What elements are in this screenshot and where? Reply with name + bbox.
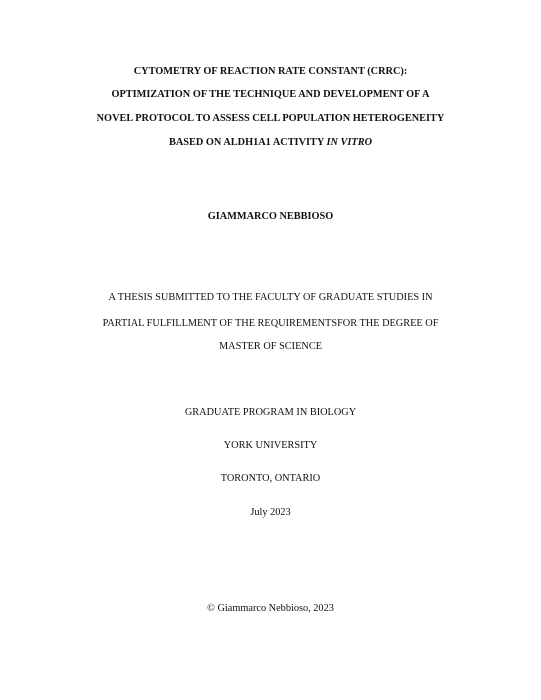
thesis-title-line-4-italic: IN VITRO <box>326 137 373 148</box>
thesis-title-line-2: OPTIMIZATION OF THE TECHNIQUE AND DEVELOPMENT OF A <box>111 89 430 100</box>
university-name: YORK UNIVERSITY <box>223 440 318 451</box>
copyright-notice: © Giammarco Nebbioso, 2023 <box>207 603 334 614</box>
thesis-title-line-1: CYTOMETRY OF REACTION RATE CONSTANT (CRRC): <box>133 66 408 77</box>
thesis-statement-line-1: A THESIS SUBMITTED TO THE FACULTY OF GRADUATE STUDIES IN <box>108 292 433 303</box>
author-name: GIAMMARCO NEBBIOSO <box>207 211 334 222</box>
location: TORONTO, ONTARIO <box>220 473 321 484</box>
thesis-statement-line-2: PARTIAL FULFILLMENT OF THE REQUIREMENTSFOR THE DEGREE OF <box>102 318 439 329</box>
thesis-title-line-4-main: BASED ON ALDH1A1 ACTIVITY <box>168 137 327 148</box>
submission-date: July 2023 <box>250 507 291 518</box>
graduate-program: GRADUATE PROGRAM IN BIOLOGY <box>184 407 357 418</box>
thesis-title-line-3: NOVEL PROTOCOL TO ASSESS CELL POPULATION HETEROGENEITY <box>96 113 445 124</box>
thesis-statement-line-3: MASTER OF SCIENCE <box>219 341 322 352</box>
thesis-title-line-4 <box>0 136 541 150</box>
